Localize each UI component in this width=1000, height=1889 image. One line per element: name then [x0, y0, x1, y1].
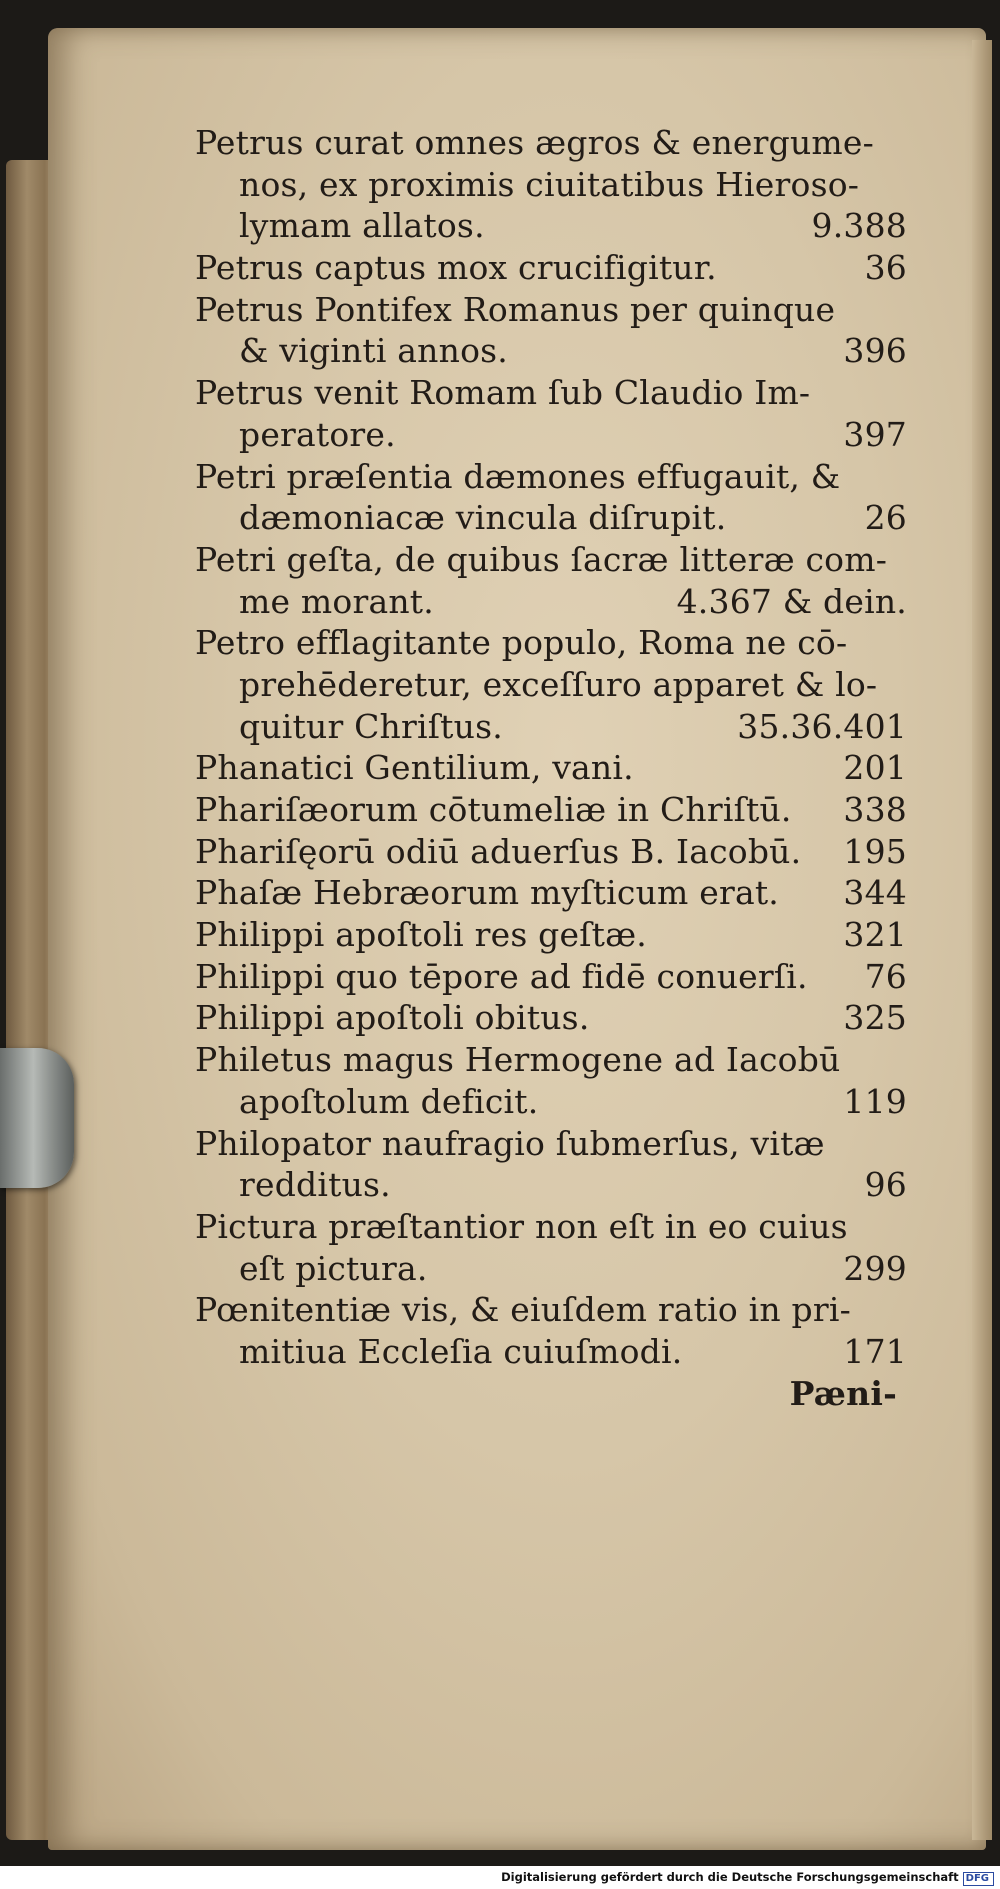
page-reference: 195 — [843, 831, 907, 871]
page-reference: 396 — [843, 331, 907, 371]
entry-line: Pœnitentiæ vis, & eiuſdem ratio in pri- — [195, 1290, 851, 1330]
index-entry — [195, 997, 907, 1039]
entry-text: peratore. — [239, 414, 396, 454]
catchword: Pæni- — [789, 1373, 897, 1413]
entry-text: Phanatici Gentilium, vani. — [195, 748, 634, 788]
entry-text: Philippi quo tēpore ad fidē conuerſi. — [195, 956, 808, 996]
page-reference: 325 — [843, 998, 907, 1038]
entry-line: Philopator naufragio ſubmerſus, vitæ — [195, 1123, 825, 1163]
entry-text: redditus. — [239, 1165, 391, 1205]
entry-line: Petri præſentia dæmones effugauit, & — [195, 456, 841, 496]
index-entry — [195, 914, 907, 956]
page-reference: 344 — [843, 873, 907, 913]
entry-final-line — [195, 1164, 907, 1206]
entry-line: prehēderetur, exceſſuro apparet & lo- — [239, 664, 878, 704]
index-entry — [195, 1039, 907, 1122]
entry-final-line — [195, 872, 907, 914]
entry-text: me morant. — [239, 581, 434, 621]
entry-text: apoſtolum deficit. — [239, 1081, 539, 1121]
dfg-logo: DFG — [963, 1872, 994, 1886]
index-text-block — [195, 122, 907, 1414]
entry-final-line — [195, 747, 907, 789]
entry-final-line — [195, 997, 907, 1039]
index-entry — [195, 1206, 907, 1289]
entry-line: nos, ex proximis ciuitatibus Hieroso- — [239, 164, 860, 204]
page-reference: 35.36.401 — [737, 706, 907, 746]
page-reference: 321 — [843, 915, 907, 955]
entry-line: Petrus curat omnes ægros & energume- — [195, 123, 874, 162]
page-right-edge — [972, 40, 992, 1840]
entry-line: Petrus Pontifex Romanus per quinque — [195, 289, 836, 329]
entry-final-line — [195, 1331, 907, 1373]
entry-text: lymam allatos. — [239, 206, 485, 246]
page-reference: 36 — [864, 248, 907, 288]
entry-final-line — [195, 706, 907, 748]
page-reference: 171 — [843, 1331, 907, 1371]
page-reference: 338 — [843, 790, 907, 829]
footer-text: Digitalisierung gefördert durch die Deutsche Forschungsgemeinschaft — [501, 1870, 959, 1884]
entry-final-line — [195, 205, 907, 247]
entry-text: eſt pictura. — [239, 1248, 428, 1288]
entry-final-line — [195, 956, 907, 998]
entry-final-line — [195, 914, 907, 956]
index-entry — [195, 747, 907, 789]
index-entry — [195, 247, 907, 289]
page-reference: 26 — [864, 498, 907, 538]
index-entry — [195, 1123, 907, 1206]
entry-final-line — [195, 581, 907, 623]
index-entry — [195, 872, 907, 914]
page-reference: 201 — [843, 748, 907, 788]
digitization-footer — [0, 1866, 1000, 1889]
entry-final-line — [195, 247, 907, 289]
entry-line: Petro efflagitante populo, Roma ne cō- — [195, 623, 848, 663]
entry-text: Phaſæ Hebræorum myſticum erat. — [195, 873, 779, 913]
page-reference: 299 — [843, 1248, 907, 1288]
entry-line: Petrus venit Romam ſub Claudio Im- — [195, 373, 811, 413]
book-clasp — [0, 1048, 74, 1188]
page-reference: 9.388 — [811, 206, 907, 246]
index-entry — [195, 289, 907, 372]
entry-text: & viginti annos. — [239, 331, 508, 371]
entry-text: Petrus captus mox crucifigitur. — [195, 248, 717, 288]
entry-text: Phariſęorū odiū aduerſus B. Iacobū. — [195, 831, 802, 871]
entry-final-line — [195, 330, 907, 372]
entry-text: Philippi apoſtoli obitus. — [195, 998, 590, 1038]
index-entry — [195, 372, 907, 455]
page-reference: 76 — [864, 956, 907, 996]
entry-final-line — [195, 497, 907, 539]
entry-line: Philetus magus Hermogene ad Iacobū — [195, 1040, 841, 1080]
entry-text: dæmoniacæ vincula diſrupit. — [239, 498, 727, 538]
entry-text: quitur Chriſtus. — [239, 706, 503, 746]
entry-final-line — [195, 831, 907, 873]
page-reference: 119 — [843, 1081, 907, 1121]
entry-line: Petri geſta, de quibus ſacræ litteræ com- — [195, 539, 888, 579]
entry-text: mitiua Eccleſia cuiuſmodi. — [239, 1331, 683, 1371]
index-entry — [195, 622, 907, 747]
entry-line: Pictura præſtantior non eſt in eo cuius — [195, 1206, 848, 1246]
index-entry — [195, 956, 907, 998]
page-reference: 397 — [843, 414, 907, 454]
entry-text: Phariſæorum cōtumeliæ in Chriſtū. — [195, 790, 792, 829]
index-entry — [195, 789, 907, 831]
entry-final-line — [195, 789, 907, 831]
index-entry — [195, 122, 907, 247]
index-entry — [195, 456, 907, 539]
index-entry — [195, 539, 907, 622]
index-entry — [195, 1289, 907, 1372]
page-reference: 4.367 & dein. — [676, 581, 907, 621]
page-reference: 96 — [864, 1165, 907, 1205]
entry-text: Philippi apoſtoli res geſtæ. — [195, 915, 647, 955]
entry-final-line — [195, 1248, 907, 1290]
index-entry — [195, 831, 907, 873]
entry-final-line — [195, 1081, 907, 1123]
entry-final-line — [195, 414, 907, 456]
